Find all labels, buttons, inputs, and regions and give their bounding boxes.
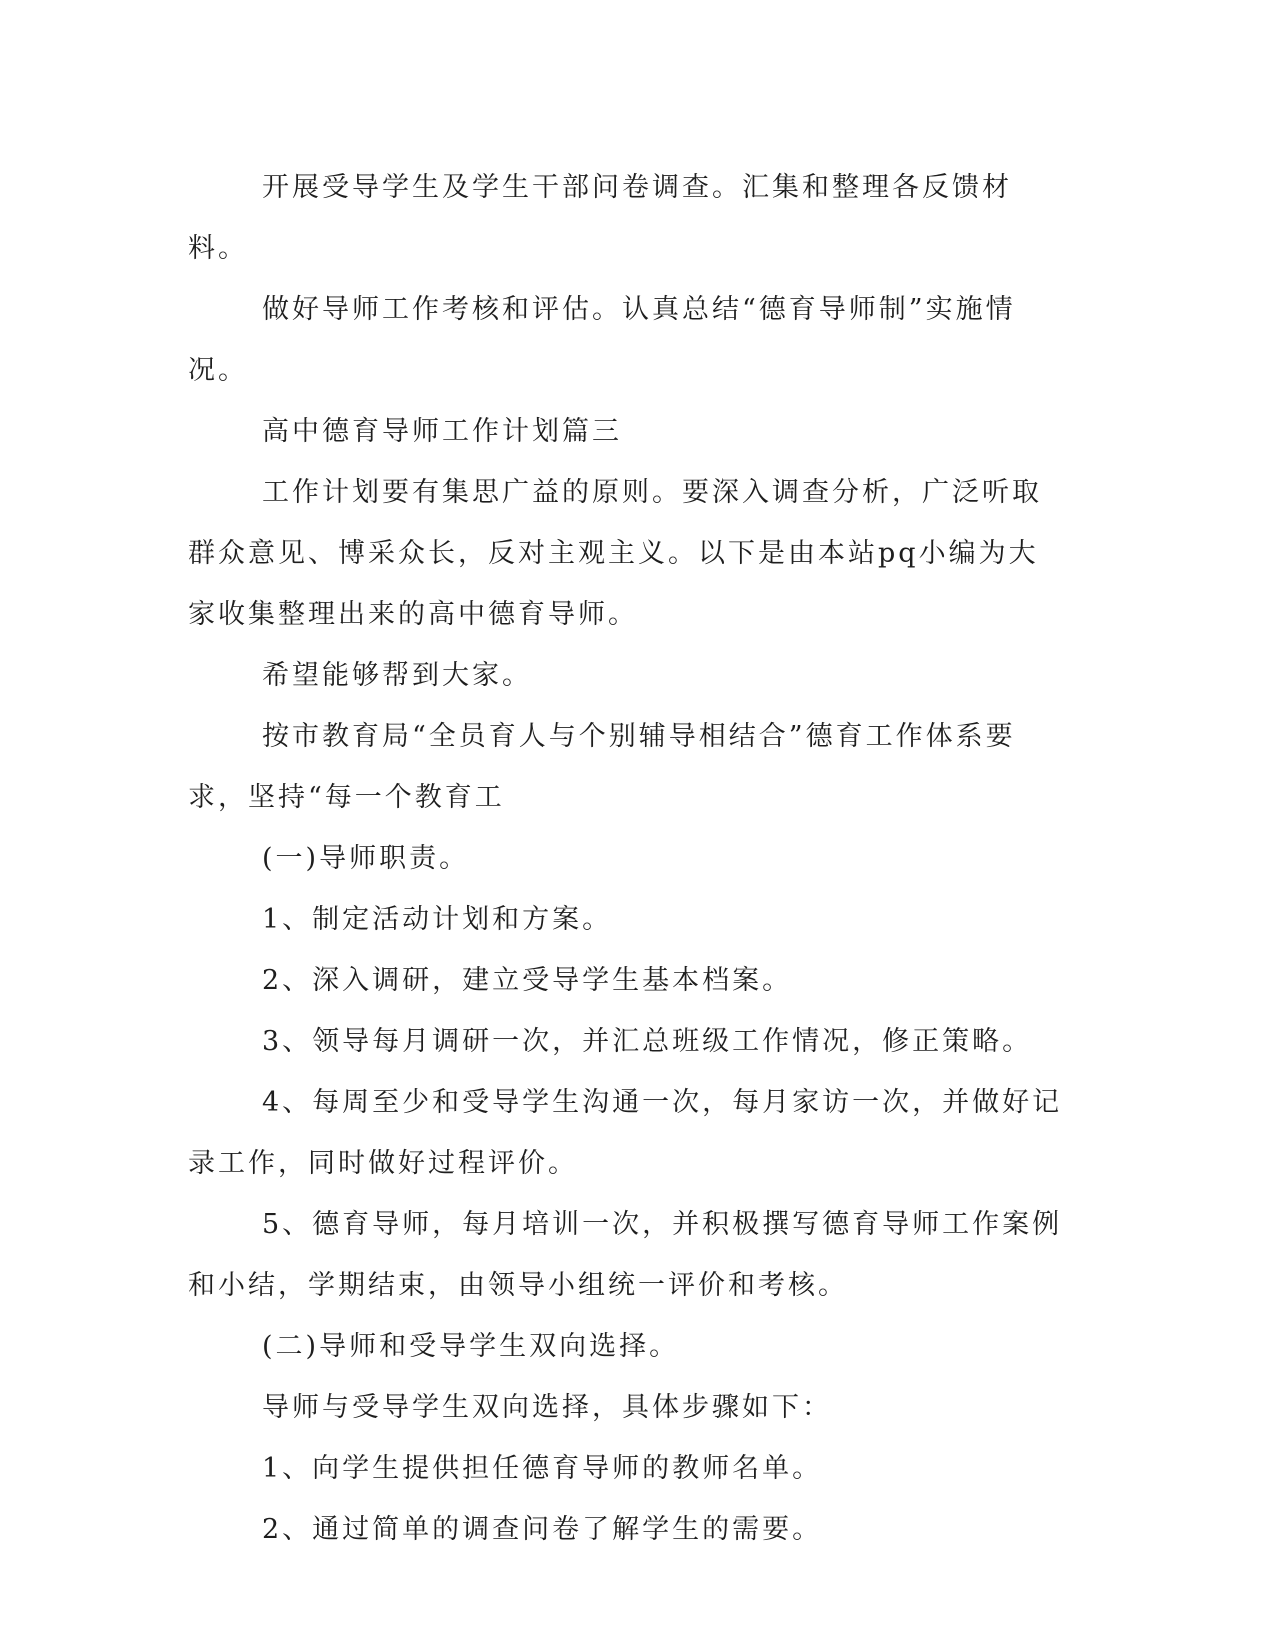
- paragraph: 开展受导学生及学生干部问卷调查。汇集和整理各反馈材料。: [188, 172, 1012, 264]
- paragraph: 按市教育局“全员育人与个别辅导相结合”德育工作体系要求，坚持“每一个教育工: [188, 721, 1016, 813]
- paragraph: 做好导师工作考核和评估。认真总结“德育导师制”实施情况。: [188, 294, 1016, 386]
- list-item: 2、通过简单的调查问卷了解学生的需要。: [262, 1514, 823, 1545]
- paragraph: 工作计划要有集思广益的原则。要深入调查分析，广泛听取群众意见、博采众长，反对主观主义。以下是由本站pq小编为大家收集整理出来的高中德育导师。: [188, 477, 1042, 630]
- list-item: 4、每周至少和受导学生沟通一次，每月家访一次，并做好记录工作，同时做好过程评价。: [188, 1087, 1063, 1179]
- paragraph: 希望能够帮到大家。: [262, 660, 532, 691]
- paragraph: 导师与受导学生双向选择，具体步骤如下：: [262, 1392, 832, 1423]
- subsection-heading: (二)导师和受导学生双向选择。: [262, 1331, 680, 1362]
- section-heading: 高中德育导师工作计划篇三: [262, 416, 622, 447]
- list-item: 3、领导每月调研一次，并汇总班级工作情况，修正策略。: [262, 1026, 1033, 1057]
- list-item: 1、制定活动计划和方案。: [262, 904, 613, 935]
- list-item: 5、德育导师，每月培训一次，并积极撰写德育导师工作案例和小结，学期结束，由领导小组统一评价和考核。: [188, 1209, 1063, 1301]
- list-item: 2、深入调研，建立受导学生基本档案。: [262, 965, 793, 996]
- list-item: 1、向学生提供担任德育导师的教师名单。: [262, 1453, 823, 1484]
- document-body: [188, 157, 1068, 1560]
- subsection-heading: (一)导师职责。: [262, 843, 470, 874]
